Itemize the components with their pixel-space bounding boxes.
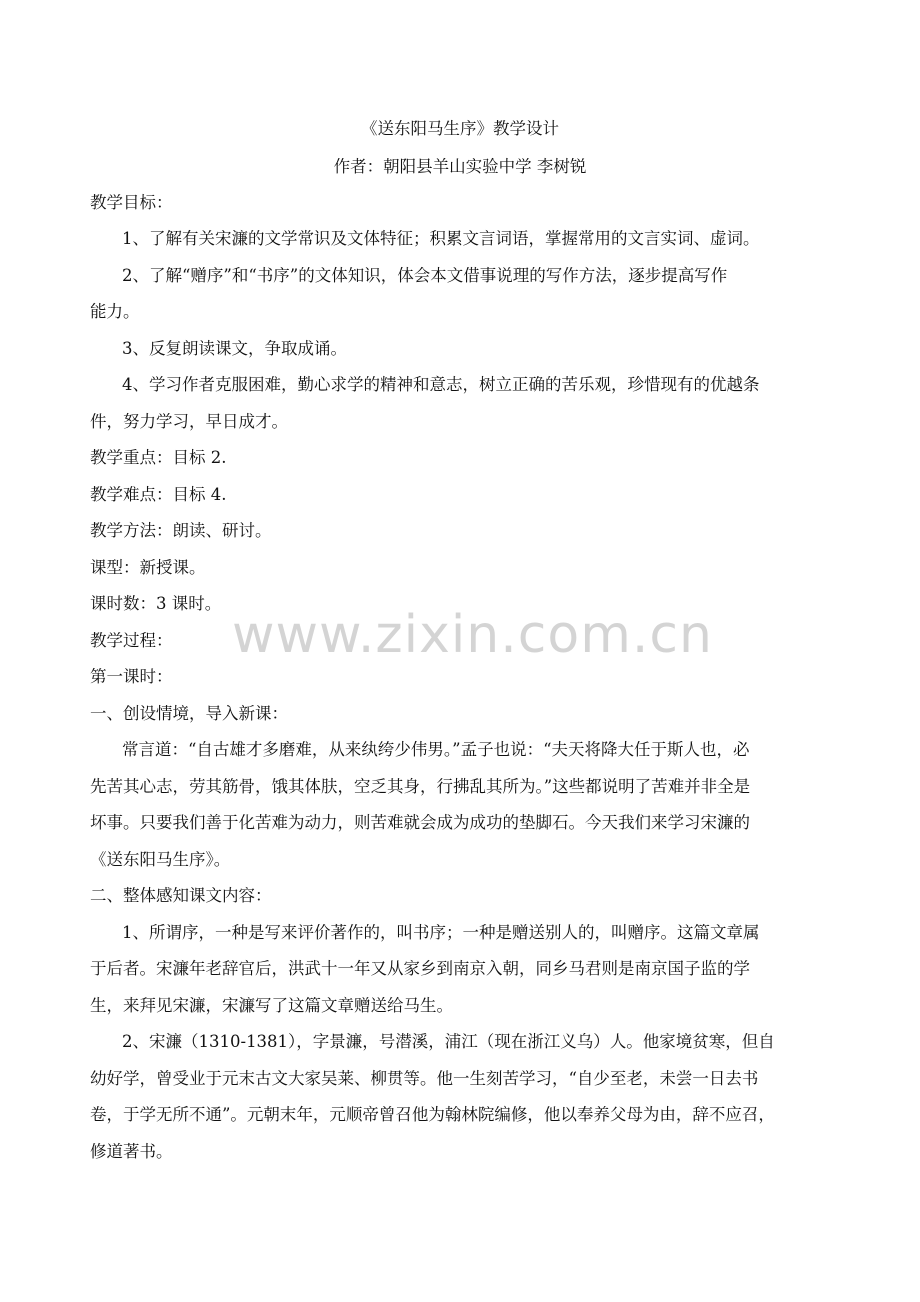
section-heading: 第一课时：: [90, 667, 173, 686]
paragraph-line: 1、所谓序，一种是写来评价著作的，叫书序；一种是赠送别人的，叫赠序。这篇文章属: [122, 923, 760, 942]
section-heading: 教学过程：: [90, 631, 173, 650]
info-line: 教学重点：目标 2.: [90, 448, 227, 467]
info-line: 教学方法：朗读、研讨。: [90, 521, 272, 540]
paragraph-line: 常言道：“自古雄才多磨难，从来纨绔少伟男。”孟子也说：“夫天将降大任于斯人也，必: [122, 740, 750, 759]
paragraph-line: 于后者。宋濂年老辞官后，洪武十一年又从家乡到南京入朝，同乡马君则是南京国子监的学: [90, 959, 750, 978]
paragraph-line: 1、了解有关宋濂的文学常识及文体特征；积累文言词语，掌握常用的文言实词、虚词。: [122, 229, 760, 248]
paragraph-line: 2、了解“赠序”和“书序”的文体知识，体会本文借事说理的写作方法，逐步提高写作: [122, 266, 728, 285]
section-heading: 二、整体感知课文内容：: [90, 886, 272, 905]
paragraph-line: 4、学习作者克服困难，勤心求学的精神和意志，树立正确的苦乐观，珍惜现有的优越条: [122, 375, 760, 394]
document-author: 作者：朝阳县羊山实验中学 李树锐: [333, 157, 587, 176]
paragraph-line: 修道著书。: [90, 1142, 173, 1161]
section-heading: 教学目标：: [90, 193, 173, 212]
paragraph-line: 卷，于学无所不通”。元朝末年，元顺帝曾召他为翰林院编修，他以奉养父母为由，辞不应召，: [90, 1105, 775, 1124]
paragraph-line: 能力。: [90, 302, 140, 321]
section-heading: 一、创设情境，导入新课：: [90, 704, 288, 723]
document-title: 《送东阳马生序》教学设计: [361, 119, 559, 138]
paragraph-line: 3、反复朗读课文，争取成诵。: [122, 339, 347, 358]
paragraph-line: 坏事。只要我们善于化苦难为动力，则苦难就会成为成功的垫脚石。今天我们来学习宋濂的: [90, 813, 750, 832]
paragraph-line: 《送东阳马生序》。: [90, 850, 231, 869]
paragraph-line: 生，来拜见宋濂，宋濂写了这篇文章赠送给马生。: [90, 996, 453, 1015]
paragraph-line: 先苦其心志，劳其筋骨，饿其体肤，空乏其身，行拂乱其所为。”这些都说明了苦难并非全是: [90, 777, 751, 796]
paragraph-line: 2、宋濂（1310-1381），字景濂，号潜溪，浦江（现在浙江义乌）人。他家境贫寒，但自: [122, 1032, 775, 1051]
info-line: 教学难点：目标 4.: [90, 485, 227, 504]
info-line: 课型：新授课。: [90, 558, 206, 577]
paragraph-line: 幼好学，曾受业于元末古文大家吴莱、柳贯等。他一生刻苦学习，“自少至老，未尝一日去书: [90, 1069, 759, 1088]
info-line: 课时数：3 课时。: [90, 594, 222, 613]
paragraph-line: 件，努力学习，早日成才。: [90, 412, 288, 431]
watermark: www.zixin.com.cn: [232, 605, 713, 665]
